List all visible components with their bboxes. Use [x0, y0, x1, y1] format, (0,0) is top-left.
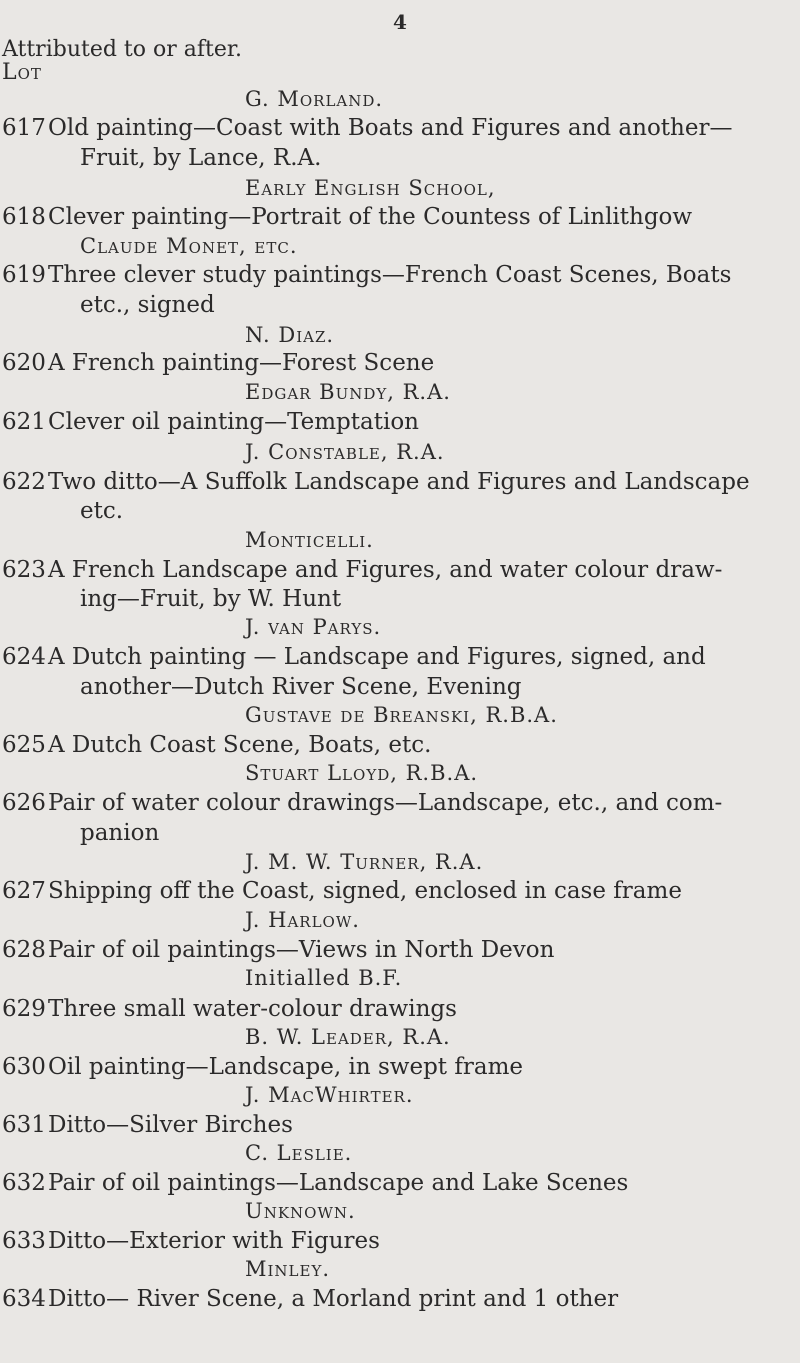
lot-description: Ditto—Exterior with Figures: [48, 1228, 380, 1254]
lot-number: 623: [2, 557, 46, 583]
lot-description: A French Landscape and Figures, and water colour draw-: [48, 557, 723, 583]
lot-number: 631: [2, 1112, 46, 1138]
lot-description: A French painting—Forest Scene: [48, 350, 435, 376]
lot-description: Pair of oil paintings—Landscape and Lake Scenes: [48, 1170, 629, 1196]
lot-description: A Dutch painting — Landscape and Figures, signed, and: [48, 644, 706, 670]
lot-number: 629: [2, 996, 46, 1022]
artist-name: G. Morland.: [245, 87, 384, 111]
artist-name: Edgar Bundy, R.A.: [245, 380, 451, 404]
lot-column-label: Lot: [2, 60, 42, 85]
lot-description: Three small water-colour drawings: [48, 996, 457, 1022]
lot-description-cont: Fruit, by Lance, R.A.: [80, 145, 322, 171]
lot-description: Two ditto—A Suffolk Landscape and Figures and Landscape: [48, 469, 750, 495]
lot-number: 618: [2, 204, 46, 230]
artist-name: Gustave de Breanski, R.B.A.: [245, 703, 558, 727]
lot-number: 620: [2, 350, 46, 376]
lot-number: 625: [2, 732, 46, 758]
lot-description-cont: ing—Fruit, by W. Hunt: [80, 586, 342, 612]
lot-number: 619: [2, 262, 46, 288]
lot-number: 617: [2, 115, 46, 141]
lot-description-cont: panion: [80, 820, 160, 846]
artist-name: J. Harlow.: [245, 908, 360, 932]
lot-description: Ditto—Silver Birches: [48, 1112, 293, 1138]
lot-description: Pair of oil paintings—Views in North Devon: [48, 937, 555, 963]
lot-description: Oil painting—Landscape, in swept frame: [48, 1054, 523, 1080]
lot-number: 621: [2, 409, 46, 435]
lot-description: Pair of water colour drawings—Landscape, etc., and com-: [48, 790, 723, 816]
artist-name: N. Diaz.: [245, 323, 335, 347]
artist-name: Monticelli.: [245, 528, 374, 552]
lot-number: 627: [2, 878, 46, 904]
lot-description: Ditto— River Scene, a Morland print and 1 other: [48, 1286, 619, 1312]
artist-name: J. MacWhirter.: [245, 1083, 414, 1107]
lot-description: Shipping off the Coast, signed, enclosed in case frame: [48, 878, 682, 904]
lot-description: Three clever study paintings—French Coast Scenes, Boats: [48, 262, 732, 288]
artist-name: Early English School,: [245, 176, 496, 200]
artist-name: Minley.: [245, 1257, 331, 1281]
section-header: Attributed to or after.: [2, 37, 242, 62]
lot-number: 626: [2, 790, 46, 816]
artist-name: B. W. Leader, R.A.: [245, 1025, 451, 1049]
artist-name: J. Constable, R.A.: [245, 440, 445, 464]
lot-description-cont: etc., signed: [80, 292, 215, 318]
lot-description-cont: another—Dutch River Scene, Evening: [80, 674, 522, 700]
lot-number: 622: [2, 469, 46, 495]
lot-description: Clever oil painting—Temptation: [48, 409, 419, 435]
lot-description-cont: etc.: [80, 498, 124, 524]
artist-name: Initialled B.F.: [245, 966, 403, 990]
artist-name: Stuart Lloyd, R.B.A.: [245, 761, 479, 785]
lot-description: Old painting—Coast with Boats and Figures and another—: [48, 115, 733, 141]
lot-number: 630: [2, 1054, 46, 1080]
lot-number: 624: [2, 644, 46, 670]
artist-name: Claude Monet, etc.: [80, 234, 298, 258]
artist-name: Unknown.: [245, 1199, 356, 1223]
lot-number: 633: [2, 1228, 46, 1254]
lot-number: 632: [2, 1170, 46, 1196]
artist-name: J. van Parys.: [245, 615, 382, 639]
lot-number: 628: [2, 937, 46, 963]
page-number: 4: [393, 10, 407, 34]
artist-name: C. Leslie.: [245, 1141, 353, 1165]
lot-description: Clever painting—Portrait of the Countess of Linlithgow: [48, 204, 693, 230]
lot-description: A Dutch Coast Scene, Boats, etc.: [48, 732, 432, 758]
artist-name: J. M. W. Turner, R.A.: [245, 850, 484, 874]
lot-number: 634: [2, 1286, 46, 1312]
